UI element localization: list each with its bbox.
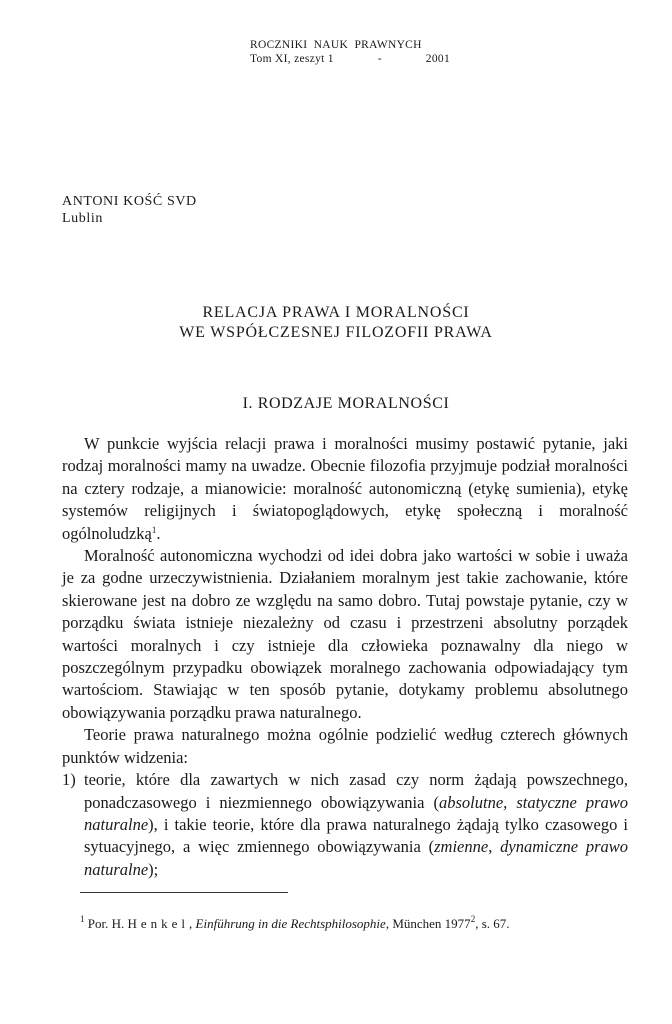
item-italic-a: absolutne, statyczne prawo naturalne bbox=[84, 792, 629, 834]
list-item-text bbox=[84, 769, 628, 881]
paragraph-1-end: . bbox=[156, 523, 161, 543]
journal-name: ROCZNIKI NAUK PRAWNYCH bbox=[250, 39, 422, 51]
paragraph-3: Teorie prawa naturalnego można ogólnie podzielić według czterech głównych punktów widzenia: bbox=[62, 725, 628, 767]
list-item-1 bbox=[62, 769, 628, 881]
paragraph-2: Moralność autonomiczna wychodzi od idei dobra jako wartości w sobie i uważa je za godne urzeczywistnienia. Działaniem moralnym jest takie zachowanie, które skierowane jest na dobro ze względu na samo dobro. Tutaj powstaje pytanie, czy w porządku świata istnieje niezależny od czasu i przestrzeni absolutny porządek wartości moralnych i czy istnieje dla człowieka poznawalny dla niego w poszczególnym przypadku obowiązek moralnego zachowania odpowiadający tym wartościom. Stawiając w ten sposób pytanie, dotykamy problemu absolutnego obowiązywania porządku prawa naturalnego. bbox=[62, 546, 628, 722]
footnote-post: , München 1977 bbox=[385, 916, 471, 931]
author-block bbox=[62, 193, 197, 227]
article-title bbox=[0, 303, 672, 343]
title-line-1: RELACJA PRAWA I MORALNOŚCI bbox=[202, 304, 470, 321]
footnote-pre: Por. H. bbox=[84, 916, 128, 931]
footnote-mark: 1 bbox=[80, 914, 85, 924]
journal-issue bbox=[250, 52, 450, 66]
footnote-sep: , bbox=[189, 916, 196, 931]
author-name: ANTONI KOŚĆ SVD bbox=[62, 194, 197, 209]
paragraph-1 bbox=[62, 433, 628, 545]
item-text-b: ), i takie teorie, które dla prawa naturalnego żądają tylko czasowego i sytuacyjnego, a więc zmiennego obowiązywania ( bbox=[84, 814, 628, 857]
footnote-book-title: Einführung in die Rechtsphilosophie bbox=[195, 916, 386, 931]
article-body bbox=[62, 433, 628, 881]
paragraph-1-text: W punkcie wyjścia relacji prawa i moralności musimy postawić pytanie, jaki rodzaj moralności mamy na uwadze. Obecnie filozofia przyjmuje podział moralności na cztery rodzaje, a mianowicie: moralność autonomiczną (etykę sumienia), etykę systemów religijnych i światopoglądowych, etykę społeczną i moralność ogólnoludzką bbox=[62, 434, 628, 543]
footnote-edition: 2 bbox=[470, 914, 476, 924]
footnote-author: Henkel bbox=[127, 916, 190, 931]
item-italic-b: zmienne, dynamiczne prawo naturalne bbox=[84, 837, 628, 879]
item-text-c: ); bbox=[148, 859, 159, 879]
list-item-number: 1) bbox=[62, 770, 76, 790]
journal-year: 2001 bbox=[425, 53, 450, 65]
item-text-a: teorie, które dla zawartych w nich zasad czy norm żądają powszechnego, ponadczasowego i niezmiennego obowiązywania ( bbox=[84, 770, 628, 812]
footnote-divider bbox=[80, 892, 288, 893]
journal-header bbox=[250, 38, 450, 66]
journal-volume: Tom XI, zeszyt 1 bbox=[250, 53, 334, 65]
journal-dash: - bbox=[377, 53, 382, 65]
footnote-1 bbox=[80, 916, 510, 932]
section-heading: I. RODZAJE MORALNOŚCI bbox=[242, 395, 450, 412]
footnote-ref-1: 1 bbox=[151, 524, 157, 535]
footnote-end: , s. 67. bbox=[475, 916, 510, 931]
title-line-2: WE WSPÓŁCZESNEJ FILOZOFII PRAWA bbox=[179, 324, 493, 341]
author-place: Lublin bbox=[62, 211, 103, 226]
